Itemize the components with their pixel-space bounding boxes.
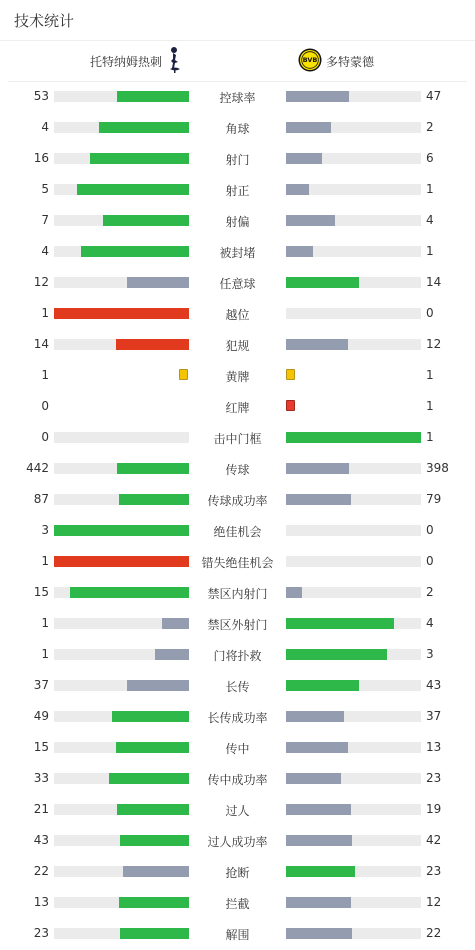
home-bar-track [54, 649, 189, 660]
home-bar-fill [123, 866, 189, 877]
home-bar-fill [117, 91, 189, 102]
away-bar-track [286, 246, 421, 257]
home-bar-fill [54, 556, 189, 567]
spurs-logo-icon [168, 46, 182, 77]
home-value: 12 [33, 275, 49, 289]
away-bar-track [286, 494, 421, 505]
home-bar-fill [127, 680, 189, 691]
red-card-icon [286, 400, 295, 411]
away-value: 1 [426, 368, 434, 382]
home-value: 22 [33, 864, 49, 878]
stat-row [0, 422, 475, 453]
away-bar-track [286, 835, 421, 846]
away-bar-track [286, 122, 421, 133]
home-value: 15 [33, 740, 49, 754]
home-value: 1 [41, 616, 49, 630]
home-bar-fill [90, 153, 189, 164]
home-value: 21 [33, 802, 49, 816]
home-value: 1 [41, 647, 49, 661]
away-bar-fill [286, 587, 302, 598]
home-value: 4 [41, 244, 49, 258]
stat-row [0, 546, 475, 577]
stat-label: 过人成功率 [207, 835, 268, 849]
stat-row [0, 701, 475, 732]
home-value: 7 [41, 213, 49, 227]
away-value: 1 [426, 244, 434, 258]
yellow-card-icon [286, 369, 295, 380]
away-value: 19 [426, 802, 442, 816]
home-value: 37 [33, 678, 49, 692]
home-value: 1 [41, 368, 49, 382]
away-bar-track [286, 804, 421, 815]
away-value: 3 [426, 647, 434, 661]
stat-row [0, 267, 475, 298]
home-bar-track [54, 339, 189, 350]
bvb-logo-text: BVB [302, 55, 318, 64]
away-value: 4 [426, 616, 434, 630]
away-bar-fill [286, 618, 394, 629]
home-bar-fill [116, 742, 189, 753]
away-bar-fill [286, 835, 352, 846]
home-bar-fill [103, 215, 189, 226]
home-value: 87 [33, 492, 49, 506]
home-bar-track [54, 835, 189, 846]
home-value: 4 [41, 120, 49, 134]
away-bar-track [286, 215, 421, 226]
stat-row [0, 484, 475, 515]
stat-label: 射偏 [225, 215, 250, 229]
away-value: 1 [426, 399, 434, 413]
home-bar-fill [117, 463, 189, 474]
away-value: 43 [426, 678, 442, 692]
stat-label: 禁区内射门 [207, 587, 268, 601]
stat-label: 射门 [225, 153, 250, 167]
away-value: 6 [426, 151, 434, 165]
stat-label: 传中 [225, 742, 250, 756]
away-value: 22 [426, 926, 442, 940]
away-bar-track [286, 277, 421, 288]
stat-row [0, 298, 475, 329]
away-value: 13 [426, 740, 442, 754]
stat-row [0, 515, 475, 546]
stat-row [0, 608, 475, 639]
home-bar-track [54, 184, 189, 195]
home-value: 43 [33, 833, 49, 847]
stat-row [0, 391, 475, 422]
home-bar-track [54, 773, 189, 784]
home-bar-track [54, 742, 189, 753]
away-value: 0 [426, 554, 434, 568]
home-bar-fill [116, 339, 189, 350]
teams-header [8, 41, 467, 82]
away-bar-fill [286, 742, 348, 753]
away-value: 47 [426, 89, 442, 103]
away-bar-track [286, 525, 421, 536]
away-bar-fill [286, 711, 344, 722]
home-team-name: 托特纳姆热刺 [90, 54, 163, 69]
away-value: 2 [426, 120, 434, 134]
home-bar-track [54, 556, 189, 567]
home-bar-track [54, 711, 189, 722]
home-bar-fill [162, 618, 189, 629]
stat-label: 击中门框 [213, 432, 262, 446]
stat-row [0, 639, 475, 670]
away-value: 4 [426, 213, 434, 227]
stat-row [0, 887, 475, 918]
home-bar-track [54, 525, 189, 536]
bvb-logo-icon [298, 48, 322, 75]
home-value: 0 [41, 430, 49, 444]
home-bar-fill [81, 246, 189, 257]
home-value: 23 [33, 926, 49, 940]
away-bar-fill [286, 897, 351, 908]
away-bar-track [286, 91, 421, 102]
stat-label: 越位 [225, 308, 250, 322]
away-bar-track [286, 773, 421, 784]
home-bar-fill [127, 277, 189, 288]
home-bar-fill [119, 897, 189, 908]
home-value: 13 [33, 895, 49, 909]
home-value: 33 [33, 771, 49, 785]
stat-row [0, 360, 475, 391]
away-bar-track [286, 711, 421, 722]
stat-row [0, 670, 475, 701]
away-bar-fill [286, 494, 351, 505]
away-bar-track [286, 928, 421, 939]
away-value: 23 [426, 771, 442, 785]
home-bar-track [54, 215, 189, 226]
home-value: 49 [33, 709, 49, 723]
stat-label: 控球率 [219, 91, 256, 105]
stat-label: 抢断 [225, 866, 250, 880]
stat-row [0, 856, 475, 887]
stat-label: 犯规 [225, 339, 250, 353]
home-bar-fill [99, 122, 189, 133]
stat-row [0, 918, 475, 949]
stat-label: 解围 [225, 928, 250, 942]
stat-label: 绝佳机会 [213, 525, 262, 539]
home-bar-fill [109, 773, 189, 784]
stat-label: 传中成功率 [207, 773, 268, 787]
away-bar-fill [286, 649, 387, 660]
away-bar-fill [286, 773, 341, 784]
away-value: 0 [426, 306, 434, 320]
stat-label: 任意球 [219, 277, 256, 291]
away-bar-track [286, 897, 421, 908]
away-team-name: 多特蒙德 [326, 54, 375, 69]
home-bar-track [54, 432, 189, 443]
home-value: 442 [26, 461, 49, 475]
away-bar-fill [286, 928, 352, 939]
away-bar-fill [286, 215, 335, 226]
stat-label: 门将扑救 [213, 649, 262, 663]
away-value: 42 [426, 833, 442, 847]
away-bar-fill [286, 463, 349, 474]
stats-list [0, 81, 475, 949]
home-value: 14 [33, 337, 49, 351]
stat-label: 错失绝佳机会 [201, 556, 274, 570]
stat-label: 传球 [225, 463, 250, 477]
stat-label: 禁区外射门 [207, 618, 268, 632]
stat-row [0, 825, 475, 856]
home-bar-track [54, 618, 189, 629]
stat-label: 过人 [225, 804, 250, 818]
home-bar-fill [54, 308, 189, 319]
stat-row [0, 236, 475, 267]
stat-row [0, 112, 475, 143]
home-bar-track [54, 928, 189, 939]
away-bar-fill [286, 680, 359, 691]
away-bar-track [286, 556, 421, 567]
away-team[interactable] [290, 41, 374, 81]
home-bar-track [54, 897, 189, 908]
home-bar-track [54, 153, 189, 164]
stat-label: 传球成功率 [207, 494, 268, 508]
stat-row [0, 81, 475, 112]
away-bar-fill [286, 866, 355, 877]
away-value: 2 [426, 585, 434, 599]
away-value: 12 [426, 895, 442, 909]
home-bar-track [54, 246, 189, 257]
home-value: 5 [41, 182, 49, 196]
home-bar-fill [112, 711, 189, 722]
away-bar-fill [286, 804, 351, 815]
home-bar-track [54, 122, 189, 133]
home-bar-track [54, 277, 189, 288]
stat-row [0, 577, 475, 608]
away-value: 398 [426, 461, 449, 475]
away-bar-track [286, 649, 421, 660]
away-value: 1 [426, 430, 434, 444]
page-title-text: 技术统计 [14, 11, 75, 30]
away-bar-fill [286, 339, 348, 350]
away-value: 79 [426, 492, 442, 506]
away-bar-track [286, 153, 421, 164]
home-bar-track [54, 680, 189, 691]
away-bar-track [286, 680, 421, 691]
home-value: 15 [33, 585, 49, 599]
home-bar-fill [70, 587, 189, 598]
stat-row [0, 143, 475, 174]
stat-row [0, 205, 475, 236]
stat-row [0, 732, 475, 763]
stat-label: 拦截 [225, 897, 250, 911]
home-bar-fill [120, 835, 189, 846]
away-value: 0 [426, 523, 434, 537]
home-bar-fill [54, 525, 189, 536]
home-value: 1 [41, 554, 49, 568]
away-bar-track [286, 432, 421, 443]
away-bar-fill [286, 153, 322, 164]
away-bar-fill [286, 246, 313, 257]
away-bar-fill [286, 91, 349, 102]
stat-label: 被封堵 [219, 246, 256, 260]
home-bar-track [54, 308, 189, 319]
away-bar-track [286, 618, 421, 629]
home-bar-fill [119, 494, 189, 505]
stat-row [0, 174, 475, 205]
home-team[interactable] [90, 41, 188, 81]
stat-row [0, 763, 475, 794]
away-bar-track [286, 742, 421, 753]
stat-label: 长传成功率 [207, 711, 268, 725]
away-bar-track [286, 463, 421, 474]
home-bar-fill [117, 804, 189, 815]
home-bar-fill [77, 184, 189, 195]
away-bar-track [286, 339, 421, 350]
home-value: 0 [41, 399, 49, 413]
away-bar-fill [286, 432, 421, 443]
stat-label: 长传 [225, 680, 250, 694]
home-value: 16 [33, 151, 49, 165]
home-value: 3 [41, 523, 49, 537]
stat-label: 黄牌 [225, 370, 250, 384]
away-value: 37 [426, 709, 442, 723]
home-bar-fill [120, 928, 189, 939]
stat-row [0, 329, 475, 360]
away-bar-fill [286, 277, 359, 288]
stat-label: 角球 [225, 122, 250, 136]
away-bar-track [286, 184, 421, 195]
stat-row [0, 453, 475, 484]
home-value: 53 [33, 89, 49, 103]
home-bar-track [54, 91, 189, 102]
away-value: 23 [426, 864, 442, 878]
away-value: 12 [426, 337, 442, 351]
page-title [0, 0, 475, 41]
away-bar-fill [286, 184, 309, 195]
home-bar-track [54, 587, 189, 598]
home-bar-track [54, 804, 189, 815]
home-bar-track [54, 866, 189, 877]
away-value: 1 [426, 182, 434, 196]
away-bar-track [286, 866, 421, 877]
yellow-card-icon [179, 369, 188, 380]
away-bar-fill [286, 122, 331, 133]
stat-label: 射正 [225, 184, 250, 198]
away-bar-track [286, 587, 421, 598]
away-bar-track [286, 308, 421, 319]
stat-row [0, 794, 475, 825]
home-value: 1 [41, 306, 49, 320]
away-value: 14 [426, 275, 442, 289]
home-bar-track [54, 494, 189, 505]
home-bar-track [54, 463, 189, 474]
home-bar-fill [155, 649, 189, 660]
stat-label: 红牌 [225, 401, 250, 415]
